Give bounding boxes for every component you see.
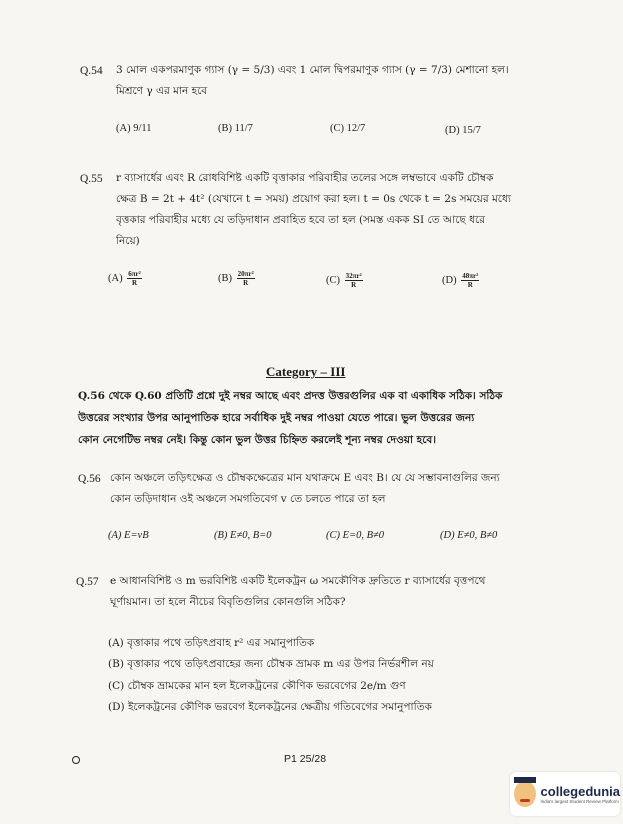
q57-number: Q.57 [76, 576, 99, 588]
q55-option-b-fraction [237, 270, 255, 287]
q56-number: Q.56 [78, 473, 101, 485]
q54-option-d: (D) 15/7 [445, 125, 481, 136]
q56-option-c: (C) E=0, B≠0 [326, 530, 385, 541]
q54-option-a: (A) 9/11 [116, 123, 152, 134]
q56-option-b: (B) E≠0, B=0 [214, 530, 272, 541]
hole-punch-circle [72, 756, 80, 764]
q55-text [116, 168, 586, 252]
q55-line2: ক্ষেত্র B = 2t + 4t² (যেখানে t = সময়) প্রয়োগ করা হল। t = 0s থেকে t = 2s সময়ের মধ্যে [116, 193, 511, 205]
q55-number: Q.55 [80, 173, 103, 185]
q56-line2: কোন তড়িদাধান ওই অঞ্চলে সমগতিবেগ v তে চলতে পারে তা হল [110, 493, 386, 505]
q55-option-b-label: (B) [218, 272, 232, 284]
q55-line4: নিয়ে) [116, 235, 140, 247]
q55-option-a-label: (A) [108, 272, 123, 284]
q56-option-a: (A) E=vB [108, 530, 149, 541]
q55-option-d-label: (D) [442, 274, 457, 286]
mascot-icon [514, 781, 536, 807]
q55-option-a-numerator: 6πr² [128, 270, 141, 278]
q54-option-b: (B) 11/7 [218, 123, 253, 134]
q57-statement-a: (A) বৃত্তাকার পথে তড়িৎপ্রবাহ r² এর সমানুপাতিক [108, 637, 315, 649]
q55-option-b [218, 270, 255, 287]
q55-option-b-denominator: R [243, 279, 249, 287]
q55-option-c [326, 272, 363, 289]
q54-option-c: (C) 12/7 [330, 123, 366, 134]
q55-option-a [108, 270, 142, 287]
q56-text [110, 468, 590, 510]
q56-option-d: (D) E≠0, B≠0 [440, 530, 498, 541]
category-line2: উত্তরের সংখ্যার উপর আনুপাতিক হারে সর্বাধিক দুই নম্বর পাওয়া যেতে পারে। ভুল উত্তরের জন্য [78, 412, 475, 424]
category-line3: কোন নেগেটিভ নম্বর নেই। কিন্তু কোন ভুল উত্তর চিহ্নিত করলেই শূন্য নম্বর দেওয়া হবে। [78, 434, 437, 446]
q54-line2: মিশ্রণে γ এর মান হবে [116, 85, 208, 97]
q55-option-b-numerator: 20πr² [237, 270, 254, 278]
category-line1: Q.56 থেকে Q.60 প্রতিটি প্রশ্নে দুই নম্বর আছে এবং প্রদত্ত উত্তরগুলির এক বা একাধিক সঠিক। সঠিক [78, 390, 503, 402]
q54-line1: 3 মোল একপরমাণুক গ্যাস (γ = 5/3) এবং 1 মোল দ্বিপরমাণুক গ্যাস (γ = 7/3) মেশানো হল। [116, 64, 509, 76]
q54-text [116, 60, 576, 102]
q57-statement-b: (B) বৃত্তাকার পথে তড়িৎপ্রবাহের জন্য চৌম্বক ভ্রামক m এর উপর নির্ভরশীল নয় [108, 658, 434, 670]
q55-option-c-label: (C) [326, 274, 340, 286]
page-number: P1 25/28 [284, 753, 327, 765]
q55-option-a-denominator: R [131, 279, 137, 287]
category-instructions [78, 385, 598, 451]
q56-line1: কোন অঞ্চলে তড়িৎক্ষেত্র ও চৌম্বকক্ষেত্রের মান যথাক্রমে E এবং B। যে যে সম্ভাবনাগুলির জন্য [110, 472, 500, 484]
q57-statement-c: (C) চৌম্বক ভ্রামকের মান হল ইলেকট্রনের কৌণিক ভরবেগের 2e/m গুণ [108, 680, 406, 692]
q55-option-c-numerator: 32πr² [345, 272, 362, 280]
logo-tagline: India's largest Student Review Platform [540, 799, 619, 804]
q55-option-c-fraction [345, 272, 363, 289]
q55-option-d [442, 272, 479, 289]
logo-name: collegedunia [540, 784, 620, 799]
q55-option-d-denominator: R [467, 281, 473, 289]
q55-option-a-fraction [127, 270, 142, 287]
q57-line1: e আধানবিশিষ্ট ও m ভরবিশিষ্ট একটি ইলেকট্রন ω সমকৌণিক দ্রুতিতে r ব্যাসার্ধের বৃত্তপথে [110, 575, 486, 587]
q57-text [110, 571, 590, 613]
category-title: Category – III [266, 364, 346, 379]
q55-option-d-fraction [461, 272, 479, 289]
q55-line1: r ব্যাসার্ধের এবং R রোধবিশিষ্ট একটি বৃত্তাকার পরিবাহীর তলের সঙ্গে লম্বভাবে একটি চৌম্বক [116, 172, 494, 184]
q55-line3: বৃত্তকার পরিবাহীর মধ্যে যে তড়িদাধান প্রবাহিত হবে তা হল (সমস্ত একক SI তে আছে ধরে [116, 214, 486, 226]
q57-line2: ঘূর্ণায়মান। তা হলে নীচের বিবৃতিগুলির কোনগুলি সঠিক? [110, 596, 346, 608]
q55-option-c-denominator: R [351, 281, 357, 289]
collegedunia-logo [510, 772, 620, 816]
q55-option-d-numerator: 48πr² [462, 272, 479, 280]
logo-text [541, 784, 620, 804]
q57-statement-d: (D) ইলেকট্রনের কৌণিক ভরবেগ ইলেকট্রনের ক্ষেত্রীয় গতিবেগের সমানুপাতিক [108, 701, 432, 713]
q54-number: Q.54 [80, 65, 103, 77]
